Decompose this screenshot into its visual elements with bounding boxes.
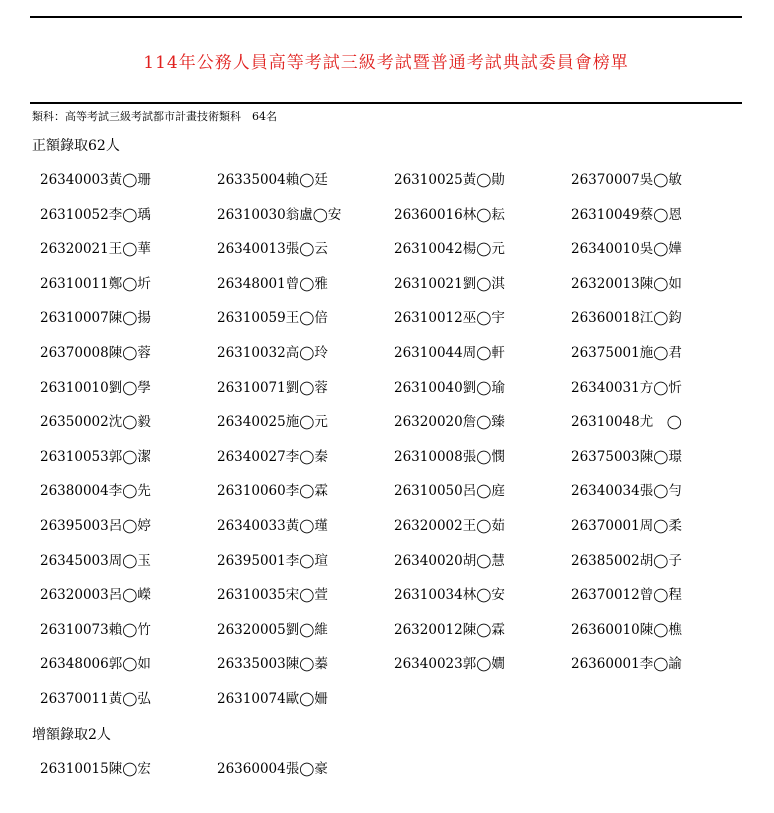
admittee-entry: 26340010吳◯嬅 [571, 241, 682, 258]
table-row [40, 343, 752, 378]
admittee-entry: 26310042楊◯元 [394, 241, 505, 258]
admittee-entry: 26335003陳◯蓁 [217, 656, 328, 673]
admittee-entry: 26360016林◯耘 [394, 206, 505, 223]
table-row [40, 412, 752, 447]
admittee-entry: 26340003黃◯珊 [40, 172, 151, 188]
admittee-entry: 26370007吳◯敏 [571, 172, 682, 188]
admittee-entry: 26320013陳◯如 [571, 275, 682, 292]
admittee-entry: 26375001施◯君 [571, 344, 682, 361]
admittee-entry: 26340020胡◯慧 [394, 552, 505, 569]
admittee-entry: 26370008陳◯蓉 [40, 344, 151, 361]
admittee-entry: 26340034張◯勻 [571, 483, 682, 500]
table-row [40, 689, 752, 724]
admittee-entry: 26340031方◯忻 [571, 379, 682, 396]
admittee-entry: 26375003陳◯璟 [571, 448, 682, 465]
admittee-entry: 26310060李◯霖 [217, 483, 328, 500]
admittee-entry: 26370012曾◯程 [571, 587, 682, 604]
admittee-entry: 26360010陳◯樵 [571, 621, 682, 638]
admittee-entry: 26360018江◯鈞 [571, 310, 682, 327]
admittee-entry: 26385002胡◯子 [571, 552, 682, 569]
admittee-entry: 26310007陳◯揚 [40, 310, 151, 327]
top-rule [30, 16, 742, 18]
admittee-entry: 26310034林◯安 [394, 587, 505, 604]
table-row [40, 205, 752, 240]
admittee-entry: 26320003呂◯嶸 [40, 587, 151, 604]
table-row [40, 308, 752, 343]
admittee-entry: 26310074歐◯姍 [217, 690, 328, 707]
table-row [40, 551, 752, 586]
admittee-entry: 26360001李◯諭 [571, 656, 682, 673]
admittee-entry: 26360004張◯豪 [217, 761, 328, 777]
category-line: 類科：高等考試三級考試都市計畫技術類科 64名 [32, 110, 277, 123]
admittee-entry: 26320020詹◯臻 [394, 414, 505, 431]
admittee-entry: 26350002沈◯毅 [40, 414, 151, 431]
table-row [40, 447, 752, 482]
admittee-entry: 26310011鄭◯圻 [40, 275, 151, 292]
admittee-entry: 26348001曾◯雅 [217, 275, 328, 292]
admittee-entry: 26310012巫◯宇 [394, 310, 505, 327]
admittee-entry: 26310040劉◯瑜 [394, 379, 505, 396]
admittee-entry: 26310030翁盧◯安 [217, 206, 342, 223]
admittee-entry: 26320005劉◯維 [217, 621, 328, 638]
admittee-entry: 26310053郭◯潔 [40, 448, 151, 465]
admittee-entry: 26320021王◯華 [40, 241, 151, 258]
admittee-entry: 26345003周◯玉 [40, 552, 151, 569]
section-title-additional: 增額錄取2人 [32, 727, 111, 743]
admittee-entry: 26320012陳◯霖 [394, 621, 505, 638]
admittee-entry: 26310059王◯倍 [217, 310, 328, 327]
table-row [40, 481, 752, 516]
table-row [40, 239, 752, 274]
admittee-entry: 26340027李◯秦 [217, 448, 328, 465]
admittee-entry: 26380004李◯先 [40, 483, 151, 500]
additional-admission-list [40, 759, 752, 794]
section-title-regular: 正額錄取62人 [32, 138, 120, 154]
admittee-entry: 26395003呂◯婷 [40, 517, 151, 534]
admittee-entry: 26310048尤 ◯ [571, 414, 682, 431]
admittee-entry: 26310015陳◯宏 [40, 761, 151, 777]
admittee-entry: 26310008張◯憫 [394, 448, 505, 465]
admittee-entry: 26340025施◯元 [217, 414, 328, 431]
table-row [40, 378, 752, 413]
admittee-entry: 26310052李◯瑀 [40, 206, 151, 223]
admittee-entry: 26395001李◯瑄 [217, 552, 328, 569]
admittee-entry: 26348006郭◯如 [40, 656, 151, 673]
table-row [40, 654, 752, 689]
admittee-entry: 26310010劉◯學 [40, 379, 151, 396]
admittee-entry: 26310050呂◯庭 [394, 483, 505, 500]
table-row [40, 170, 752, 205]
admittee-entry: 26310073賴◯竹 [40, 621, 151, 638]
table-row [40, 759, 752, 794]
admittee-entry: 26370011黃◯弘 [40, 690, 151, 707]
table-row [40, 516, 752, 551]
admittee-entry: 26310049蔡◯恩 [571, 206, 682, 223]
admittee-entry: 26340033黃◯瑾 [217, 517, 328, 534]
table-row [40, 585, 752, 620]
admittee-entry: 26320002王◯茹 [394, 517, 505, 534]
table-row [40, 620, 752, 655]
admittee-entry: 26310035宋◯萱 [217, 587, 328, 604]
admittee-entry: 26370001周◯柔 [571, 517, 682, 534]
admittee-entry: 26310025黃◯勛 [394, 172, 505, 188]
admittee-entry: 26340023郭◯嫺 [394, 656, 505, 673]
regular-admission-list [40, 170, 752, 724]
admittee-entry: 26335004賴◯廷 [217, 172, 328, 188]
admittee-entry: 26310032高◯玲 [217, 344, 328, 361]
page-title: 114年公務人員高等考試三級考試暨普通考試典試委員會榜單 [143, 53, 629, 73]
admittee-entry: 26340013張◯云 [217, 241, 328, 258]
admittee-entry: 26310044周◯軒 [394, 344, 505, 361]
header-rule [30, 102, 742, 104]
admittee-entry: 26310071劉◯蓉 [217, 379, 328, 396]
table-row [40, 274, 752, 309]
admittee-entry: 26310021劉◯淇 [394, 275, 505, 292]
